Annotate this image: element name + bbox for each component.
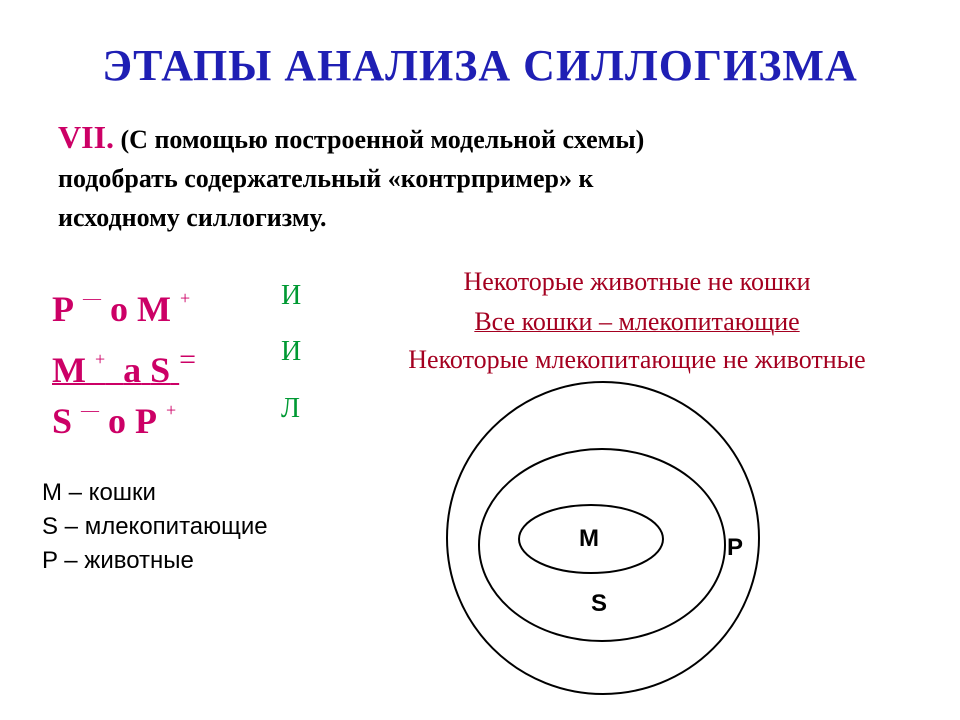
premise-major: P — o M + [52, 288, 191, 329]
example-line-3: Некоторые млекопитающие не животные [408, 345, 866, 374]
legend-item-p: P – животные [42, 547, 194, 574]
mood-letter-3: Л [281, 393, 300, 424]
task-line-3: исходному силлогизму. [58, 203, 327, 232]
example-line-2: Все кошки – млекопитающие [474, 307, 800, 336]
task-number: VII. [58, 119, 115, 155]
circle-p [447, 382, 759, 694]
slide-title: ЭТАПЫ АНАЛИЗА СИЛЛОГИЗМА [102, 41, 858, 90]
label-s: S [591, 590, 608, 617]
premise-minor: M + a S = [52, 343, 197, 390]
label-m: M [579, 525, 599, 552]
conclusion: S — o P + [52, 400, 177, 441]
task-line-1: (С помощью построенной модельной схемы) [114, 125, 645, 154]
task-line-2: подобрать содержательный «контрпример» к [58, 164, 594, 193]
label-p: P [727, 534, 744, 561]
example-line-1: Некоторые животные не кошки [463, 267, 811, 296]
legend-item-s: S – млекопитающие [42, 513, 268, 540]
legend-item-m: M – кошки [42, 479, 156, 506]
mood-letter-2: И [281, 336, 302, 367]
mood-letter-1: И [281, 280, 302, 311]
